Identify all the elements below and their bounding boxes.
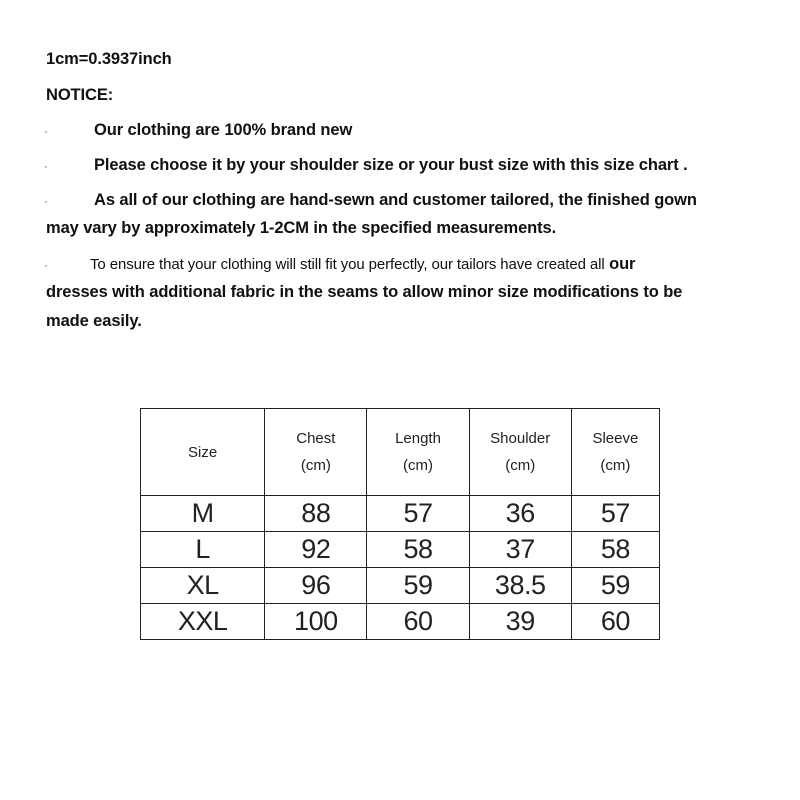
table-row [141, 496, 660, 532]
table-row [141, 568, 660, 604]
table-row [141, 604, 660, 640]
header-shoulder: Shoulder (cm) [469, 409, 571, 496]
cell-length: 59 [367, 568, 469, 604]
cell-shoulder: 38.5 [469, 568, 571, 604]
notice-choose-size: Please choose it by your shoulder size or your bust size with this size chart . [94, 156, 688, 174]
cell-chest: 92 [265, 532, 367, 568]
notice-fit-line1-our: our [609, 255, 636, 273]
bullet-1: · [44, 124, 48, 138]
cell-size: XXL [141, 604, 265, 640]
bullet-3: · [44, 194, 48, 208]
cell-length: 60 [367, 604, 469, 640]
cell-size: XL [141, 568, 265, 604]
cell-sleeve: 57 [571, 496, 659, 532]
bullet-4: · [44, 258, 48, 272]
cell-sleeve: 59 [571, 568, 659, 604]
notice-heading: NOTICE: [46, 86, 114, 104]
table-header-row [141, 409, 660, 496]
notice-brand-new: Our clothing are 100% brand new [94, 121, 353, 139]
notice-fit-line2: dresses with additional fabric in the seams to allow minor size modifications to be [46, 283, 683, 301]
cell-length: 57 [367, 496, 469, 532]
notice-hand-sewn-line1: As all of our clothing are hand-sewn and customer tailored, the finished gown [94, 191, 697, 209]
size-chart-table [140, 408, 660, 640]
header-length: Length (cm) [367, 409, 469, 496]
cell-sleeve: 60 [571, 604, 659, 640]
notice-fit-line3: made easily. [46, 312, 142, 330]
notice-fit-line1 [90, 255, 635, 274]
notice-fit-line1-text: To ensure that your clothing will still fit you perfectly, our tailors have created all [90, 256, 605, 273]
cell-shoulder: 36 [469, 496, 571, 532]
bullet-2: · [44, 159, 48, 173]
notice-hand-sewn-line2: may vary by approximately 1-2CM in the specified measurements. [46, 219, 557, 237]
header-chest: Chest (cm) [265, 409, 367, 496]
header-size: Size [141, 409, 265, 496]
header-sleeve: Sleeve (cm) [571, 409, 659, 496]
conversion-note: 1cm=0.3937inch [46, 50, 172, 68]
cell-chest: 96 [265, 568, 367, 604]
cell-size: M [141, 496, 265, 532]
cell-chest: 100 [265, 604, 367, 640]
cell-shoulder: 39 [469, 604, 571, 640]
cell-sleeve: 58 [571, 532, 659, 568]
cell-length: 58 [367, 532, 469, 568]
cell-chest: 88 [265, 496, 367, 532]
cell-shoulder: 37 [469, 532, 571, 568]
table-row [141, 532, 660, 568]
cell-size: L [141, 532, 265, 568]
